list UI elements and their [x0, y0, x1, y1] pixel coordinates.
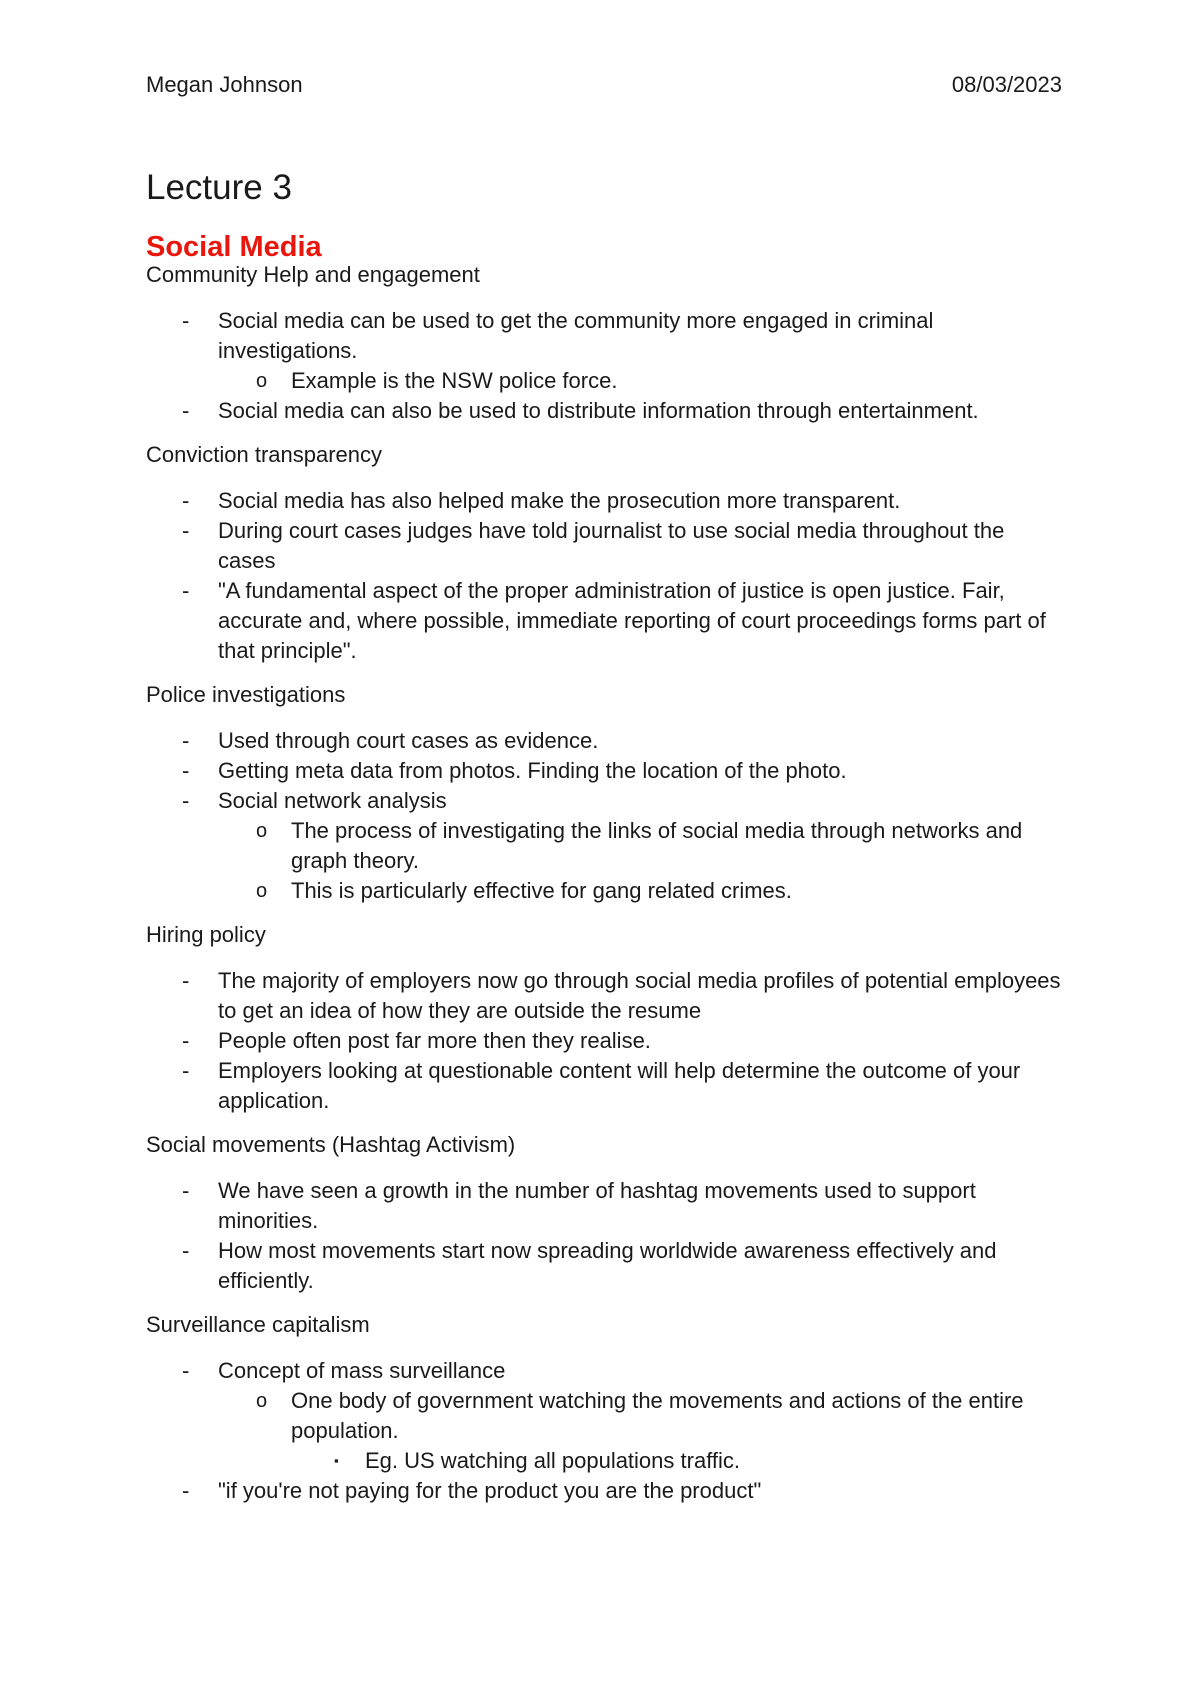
list-item — [146, 756, 1062, 786]
list-item — [146, 486, 1062, 516]
dash-bullet-icon: - — [182, 578, 190, 603]
bullet-list — [146, 966, 1062, 1116]
author-name: Megan Johnson — [146, 72, 303, 97]
list-item — [146, 576, 1062, 666]
dash-bullet-icon: - — [182, 758, 190, 783]
list-item — [146, 816, 1062, 876]
section-heading: Surveillance capitalism — [146, 1312, 370, 1337]
list-item — [146, 1476, 1062, 1506]
bullet-list — [146, 1176, 1062, 1296]
list-item-text: "A fundamental aspect of the proper administration of justice is open justice. Fair, accurate and, where possible, immediate reporting of court proceedings forms part of that principle". — [218, 578, 1046, 663]
list-item — [146, 1236, 1062, 1296]
list-item — [146, 516, 1062, 576]
list-item-text: How most movements start now spreading worldwide awareness effectively and efficiently. — [218, 1238, 997, 1293]
list-item-text: One body of government watching the movements and actions of the entire population. — [291, 1388, 1024, 1443]
list-item-text: Eg. US watching all populations traffic. — [365, 1448, 741, 1473]
dash-bullet-icon: - — [182, 488, 190, 513]
list-item — [146, 396, 1062, 426]
list-item-text: Employers looking at questionable content will help determine the outcome of your application. — [218, 1058, 1021, 1113]
dash-bullet-icon: - — [182, 1238, 190, 1263]
notes-section — [146, 260, 1062, 426]
list-item-text: Social network analysis — [218, 788, 447, 813]
list-item — [146, 306, 1062, 366]
list-item-text: The process of investigating the links of social media through networks and graph theory. — [291, 818, 1023, 873]
dash-bullet-icon: - — [182, 1178, 190, 1203]
list-item-text: Social media can be used to get the community more engaged in criminal investigations. — [218, 308, 934, 363]
section-heading: Community Help and engagement — [146, 262, 480, 287]
dash-bullet-icon: - — [182, 398, 190, 423]
section-heading: Hiring policy — [146, 922, 266, 947]
list-item-text: The majority of employers now go through social media profiles of potential employees to get an idea of how they are outside the resume — [218, 968, 1061, 1023]
dash-bullet-icon: - — [182, 788, 190, 813]
list-item — [146, 726, 1062, 756]
dash-bullet-icon: - — [182, 968, 190, 993]
circle-bullet-icon: o — [256, 370, 268, 392]
circle-bullet-icon: o — [256, 820, 268, 842]
list-item — [146, 1026, 1062, 1056]
bullet-list — [146, 726, 1062, 906]
list-item-text: Social media can also be used to distribute information through entertainment. — [218, 398, 979, 423]
bullet-list — [146, 486, 1062, 666]
notes-section — [146, 680, 1062, 906]
list-item-text: Example is the NSW police force. — [291, 368, 618, 393]
page-title: Lecture 3 — [146, 168, 292, 208]
dash-bullet-icon: - — [182, 728, 190, 753]
notes-body — [146, 260, 1062, 1520]
list-item — [146, 786, 1062, 816]
notes-section — [146, 920, 1062, 1116]
section-heading: Police investigations — [146, 682, 346, 707]
notes-section — [146, 440, 1062, 666]
list-item — [146, 1176, 1062, 1236]
list-item — [146, 876, 1062, 906]
dash-bullet-icon: - — [182, 308, 190, 333]
list-item-text: During court cases judges have told journalist to use social media throughout the cases — [218, 518, 1005, 573]
list-item-text: Used through court cases as evidence. — [218, 728, 599, 753]
circle-bullet-icon: o — [256, 880, 268, 902]
section-heading: Conviction transparency — [146, 442, 383, 467]
square-bullet-icon: ▪ — [334, 1453, 339, 1468]
list-item — [146, 966, 1062, 1026]
list-item-text: Concept of mass surveillance — [218, 1358, 506, 1383]
dash-bullet-icon: - — [182, 1478, 190, 1503]
list-item — [146, 1356, 1062, 1386]
notes-section — [146, 1130, 1062, 1296]
document-date: 08/03/2023 — [951, 72, 1062, 97]
dash-bullet-icon: - — [182, 1058, 190, 1083]
dash-bullet-icon: - — [182, 1358, 190, 1383]
list-item — [146, 366, 1062, 396]
section-heading: Social movements (Hashtag Activism) — [146, 1132, 516, 1157]
section-title: Social Media — [146, 231, 322, 264]
list-item — [146, 1446, 1062, 1476]
list-item — [146, 1386, 1062, 1446]
dash-bullet-icon: - — [182, 518, 190, 543]
list-item-text: Social media has also helped make the prosecution more transparent. — [218, 488, 901, 513]
list-item-text: People often post far more then they realise. — [218, 1028, 651, 1053]
list-item-text: We have seen a growth in the number of hashtag movements used to support minorities. — [218, 1178, 976, 1233]
list-item-text: This is particularly effective for gang related crimes. — [291, 878, 792, 903]
list-item — [146, 1056, 1062, 1116]
dash-bullet-icon: - — [182, 1028, 190, 1053]
list-item-text: Getting meta data from photos. Finding the location of the photo. — [218, 758, 847, 783]
bullet-list — [146, 1356, 1062, 1506]
list-item-text: "if you're not paying for the product you are the product" — [218, 1478, 762, 1503]
notes-section — [146, 1310, 1062, 1506]
circle-bullet-icon: o — [256, 1390, 268, 1412]
bullet-list — [146, 306, 1062, 426]
